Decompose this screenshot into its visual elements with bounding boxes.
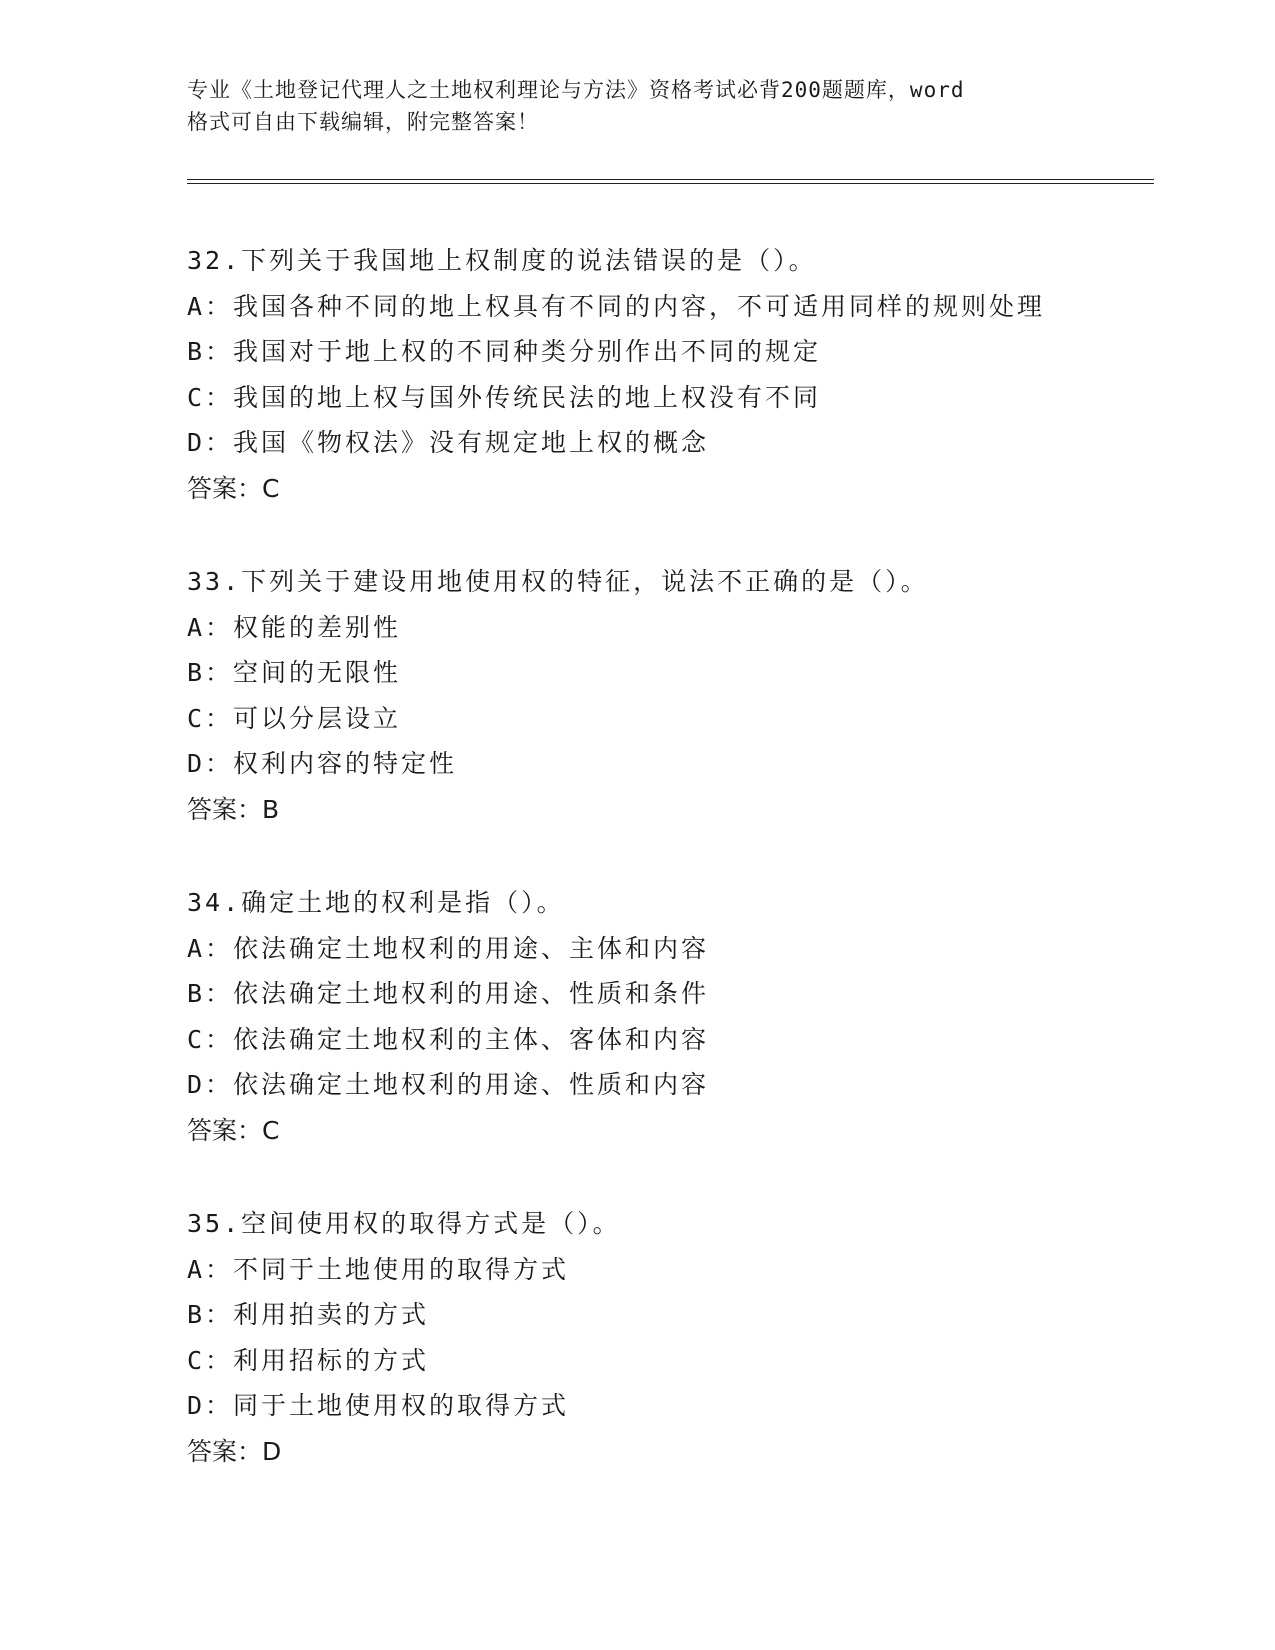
question-stem: 32.下列关于我国地上权制度的说法错误的是（）。 xyxy=(187,246,817,275)
question-stem: 34.确定土地的权利是指（）。 xyxy=(187,888,565,917)
header-line-1: 专业《土地登记代理人之土地权利理论与方法》资格考试必背200题题库，word xyxy=(187,78,965,102)
header-divider-bottom xyxy=(187,183,1154,184)
answer-line: 答案：C xyxy=(187,1115,280,1145)
option-b: B：依法确定土地权利的用途、性质和条件 xyxy=(187,979,710,1008)
header-divider-top xyxy=(187,179,1154,180)
question-33 xyxy=(187,559,1187,832)
question-stem: 33.下列关于建设用地使用权的特征，说法不正确的是（）。 xyxy=(187,567,929,596)
question-35 xyxy=(187,1201,1187,1474)
option-c: C：可以分层设立 xyxy=(187,703,402,733)
option-a: A：权能的差别性 xyxy=(187,612,402,642)
question-list xyxy=(187,238,1187,1522)
option-b: B：利用拍卖的方式 xyxy=(187,1300,430,1329)
option-b: B：我国对于地上权的不同种类分别作出不同的规定 xyxy=(187,337,822,366)
option-d: D：权利内容的特定性 xyxy=(187,749,458,778)
header-line-2: 格式可自由下载编辑，附完整答案！ xyxy=(187,110,539,134)
answer-line: 答案：C xyxy=(187,473,280,503)
option-a: A：依法确定土地权利的用途、主体和内容 xyxy=(187,933,710,963)
option-c: C：利用招标的方式 xyxy=(187,1345,430,1375)
answer-line: 答案：B xyxy=(187,794,280,824)
option-d: D：我国《物权法》没有规定地上权的概念 xyxy=(187,428,710,457)
option-d: D：同于土地使用权的取得方式 xyxy=(187,1391,570,1420)
question-32 xyxy=(187,238,1187,511)
option-c: C：依法确定土地权利的主体、客体和内容 xyxy=(187,1024,710,1054)
answer-line: 答案：D xyxy=(187,1436,282,1466)
question-stem: 35.空间使用权的取得方式是（）。 xyxy=(187,1209,621,1238)
question-34 xyxy=(187,880,1187,1153)
option-a: A：我国各种不同的地上权具有不同的内容，不可适用同样的规则处理 xyxy=(187,291,1046,321)
option-c: C：我国的地上权与国外传统民法的地上权没有不同 xyxy=(187,382,822,412)
document-header xyxy=(187,74,1067,138)
option-d: D：依法确定土地权利的用途、性质和内容 xyxy=(187,1070,710,1099)
option-b: B：空间的无限性 xyxy=(187,658,402,687)
option-a: A：不同于土地使用的取得方式 xyxy=(187,1254,570,1284)
